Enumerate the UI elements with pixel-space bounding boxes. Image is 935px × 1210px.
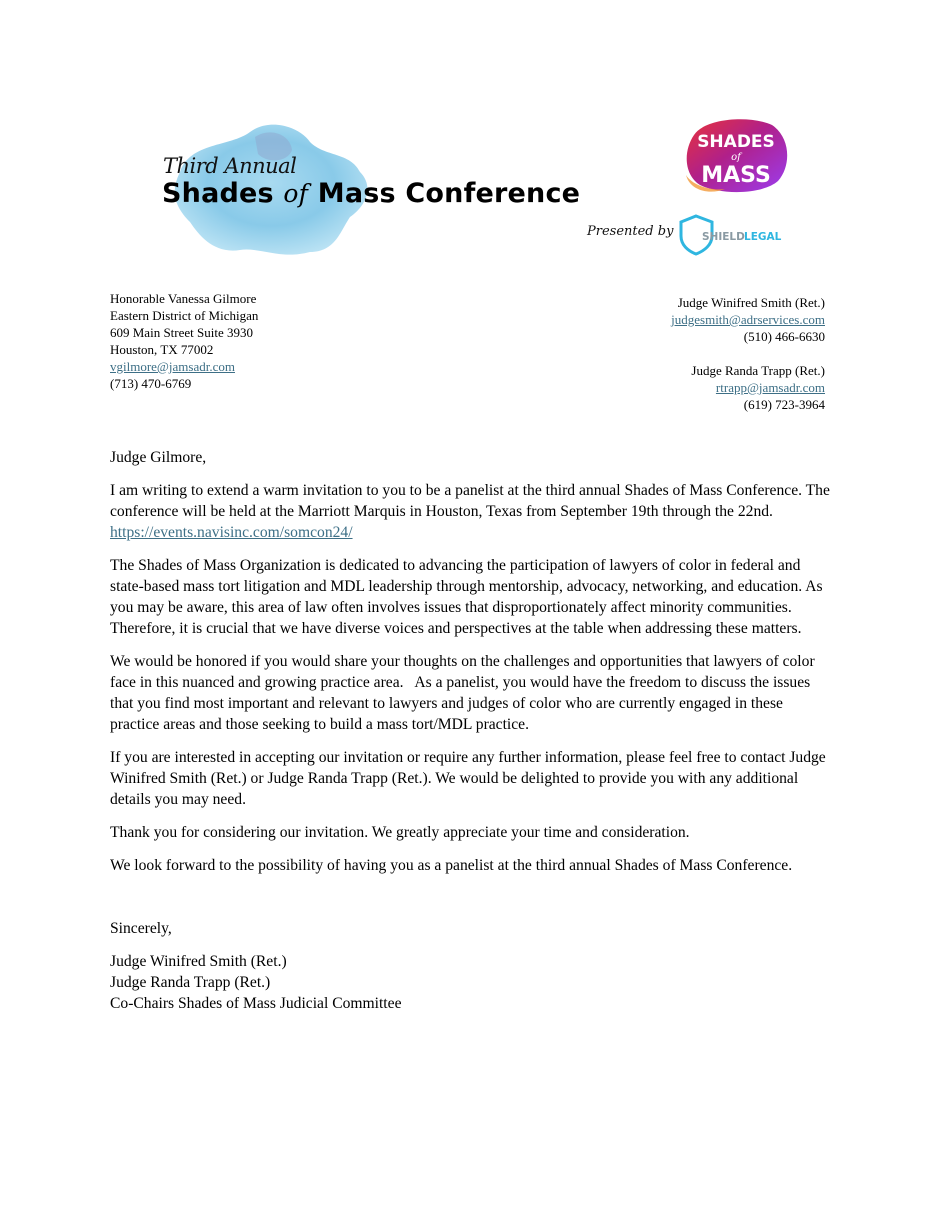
letter-body <box>110 447 830 1014</box>
recipient-court: Eastern District of Michigan <box>110 308 259 323</box>
signature-block <box>110 951 830 1014</box>
banner-title-part1: Shades <box>162 178 274 209</box>
banner-title-part2: Mass Conference <box>317 178 581 209</box>
sender-1-phone: (510) 466-6630 <box>743 329 825 344</box>
presented-by-label: Presented by <box>587 224 674 239</box>
paragraph-invitation-text: I am writing to extend a warm invitation to you to be a panelist at the third annual Shades of Mass Conference. The conference will be held at the Marriott Marquis in Houston, Texas from September 19th through the 22nd. <box>110 482 830 520</box>
sender-1-name: Judge Winifred Smith (Ret.) <box>677 295 825 310</box>
shades-of-mass-logo <box>680 115 792 195</box>
paragraph-look-forward: We look forward to the possibility of having you as a panelist at the third annual Shades of Mass Conference. <box>110 857 793 874</box>
banner-title-of: of <box>283 179 309 208</box>
recipient-phone: (713) 470-6769 <box>110 376 192 391</box>
recipient-email-link[interactable]: vgilmore@jamsadr.com <box>110 359 235 374</box>
closing: Sincerely, <box>110 920 172 937</box>
shield-legal-logo <box>678 212 793 257</box>
logo-text-shades: SHADES <box>697 132 775 152</box>
logo-text-shield: SHIELD <box>702 231 745 243</box>
conference-banner <box>150 112 810 262</box>
sender-2-name: Judge Randa Trapp (Ret.) <box>691 363 825 378</box>
salutation: Judge Gilmore, <box>110 449 207 466</box>
paragraph-invitation <box>110 480 830 543</box>
sender-2-phone: (619) 723-3964 <box>743 397 825 412</box>
logo-text-of: of <box>731 152 741 163</box>
event-link[interactable]: https://events.navisinc.com/somcon24/ <box>110 524 353 541</box>
paragraph-thanks: Thank you for considering our invitation. We greatly appreciate your time and consideration. <box>110 824 690 841</box>
recipient-city: Houston, TX 77002 <box>110 342 214 357</box>
sender-1-email-link[interactable]: judgesmith@adrservices.com <box>671 312 825 327</box>
signature-line: Judge Winifred Smith (Ret.) <box>110 953 287 970</box>
recipient-address <box>110 290 258 392</box>
recipient-street: 609 Main Street Suite 3930 <box>110 325 253 340</box>
signature-line: Judge Randa Trapp (Ret.) <box>110 974 271 991</box>
paragraph-contact: If you are interested in accepting our invitation or require any further information, please feel free to contact Judge Winifred Smith (Ret.) or Judge Randa Trapp (Ret.). We would be delighted to provide you with any additional details you may need. <box>110 749 826 808</box>
paragraph-organization: The Shades of Mass Organization is dedicated to advancing the participation of lawyers of color in federal and state-based mass tort litigation and MDL leadership through mentorship, advocacy, networking, and education. As you may be aware, this area of law often involves issues that disproportionately affect minority communities. Therefore, it is crucial that we have diverse voices and perspectives at the table when addressing these matters. <box>110 557 823 637</box>
recipient-name: Honorable Vanessa Gilmore <box>110 291 257 306</box>
signature-line: Co-Chairs Shades of Mass Judicial Committee <box>110 995 402 1012</box>
sender-2-email-link[interactable]: rtrapp@jamsadr.com <box>715 380 825 395</box>
logo-text-legal: LEGAL <box>744 231 782 243</box>
sender-contacts <box>671 294 825 413</box>
banner-title <box>162 178 580 209</box>
paragraph-honored: We would be honored if you would share your thoughts on the challenges and opportunities that lawyers of color face in this nuanced and growing practice area. As a panelist, you would have the freedom to discuss the issues that you find most important and relevant to lawyers and judges of color who are currently engaged in these practice areas and those seeking to build a mass tort/MDL practice. <box>110 653 819 733</box>
logo-text-mass: MASS <box>701 163 771 188</box>
banner-subtitle: Third Annual <box>163 154 297 178</box>
